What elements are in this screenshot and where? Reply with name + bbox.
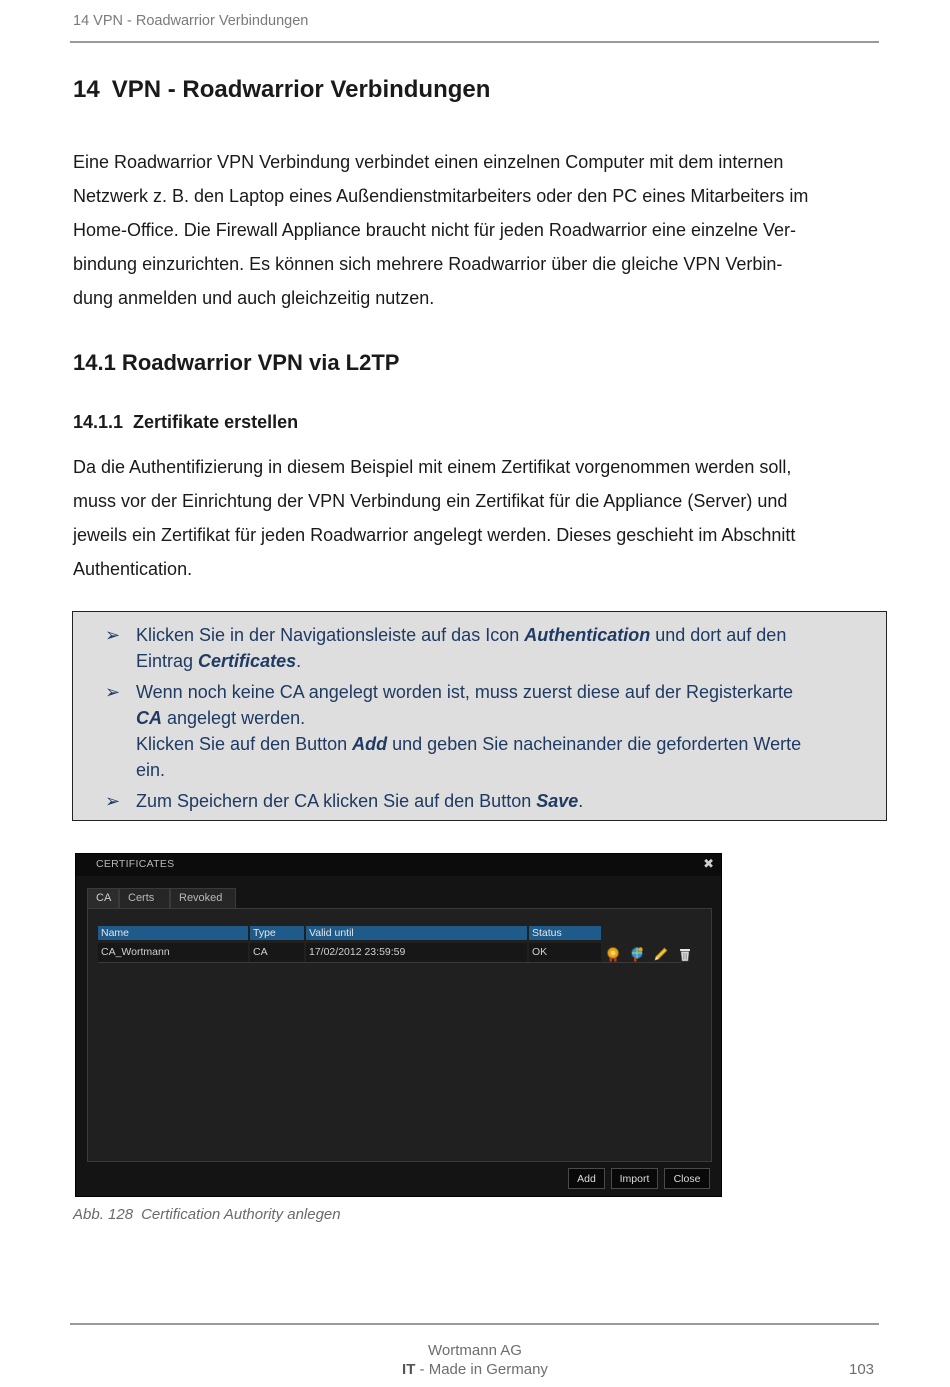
body-line: muss vor der Einrichtung der VPN Verbindung ein Zertifikat für die Appliance (Server) und bbox=[73, 491, 788, 511]
trash-icon[interactable] bbox=[677, 946, 693, 962]
cell-valid-until[interactable]: 17/02/2012 23:59:59 bbox=[306, 943, 527, 963]
instruction-emphasis: Add bbox=[352, 734, 388, 754]
tab-ca[interactable]: CA bbox=[87, 888, 119, 908]
instruction-text: Klicken Sie in der Navigationsleiste auf das Icon bbox=[136, 625, 525, 645]
import-button[interactable]: Import bbox=[611, 1168, 658, 1189]
cell-status[interactable]: OK bbox=[529, 943, 601, 963]
footer-tag-bold: IT bbox=[402, 1361, 416, 1378]
instruction-text: . bbox=[296, 651, 302, 671]
instruction-text: Zum Speichern der CA klicken Sie auf den Button bbox=[136, 791, 537, 811]
intro-line: Home-Office. Die Firewall Appliance braucht nicht für jeden Roadwarrior eine einzelne Ver- bbox=[73, 220, 797, 240]
add-button[interactable]: Add bbox=[568, 1168, 605, 1189]
tab-revoked[interactable]: Revoked bbox=[170, 888, 236, 908]
instruction-box bbox=[72, 611, 887, 821]
certificate-icon[interactable] bbox=[605, 946, 621, 962]
instruction-emphasis: Authentication bbox=[524, 625, 651, 645]
body-line: Authentication. bbox=[73, 559, 193, 579]
instruction-text: und geben Sie nacheinander die geforderten Werte bbox=[387, 734, 802, 754]
footer-tag-text: - Made in Germany bbox=[415, 1361, 548, 1378]
page-number: 103 bbox=[849, 1361, 875, 1378]
bullet-arrow-icon: ➢ bbox=[105, 625, 121, 645]
section-title: VPN - Roadwarrior Verbindungen bbox=[111, 76, 491, 103]
window-titlebar bbox=[76, 854, 721, 876]
intro-line: Netzwerk z. B. den Laptop eines Außendienstmitarbeiters oder den PC eines Mitarbeiters im bbox=[73, 186, 809, 206]
footer-tagline bbox=[0, 1361, 950, 1378]
subsubsection-heading bbox=[73, 412, 298, 433]
column-header-name[interactable]: Name bbox=[98, 926, 248, 940]
intro-line: bindung einzurichten. Es können sich mehrere Roadwarrior über die gleiche VPN Verbin- bbox=[73, 254, 783, 274]
cell-type[interactable]: CA bbox=[250, 943, 304, 963]
body-line: jeweils ein Zertifikat für jeden Roadwarrior angelegt werden. Dieses geschieht im Abschnitt bbox=[73, 525, 796, 545]
instruction-text: und dort auf den bbox=[650, 625, 787, 645]
header-rule bbox=[70, 41, 879, 43]
close-button[interactable]: Close bbox=[664, 1168, 710, 1189]
instruction-emphasis: Certificates bbox=[198, 651, 297, 671]
instruction-text: ein. bbox=[136, 760, 166, 780]
footer-company: Wortmann AG bbox=[428, 1342, 522, 1359]
edit-pencil-icon[interactable] bbox=[653, 946, 669, 962]
intro-paragraph bbox=[73, 145, 883, 315]
figure-number: Abb. 128 bbox=[73, 1206, 134, 1223]
subsubsection-number: 14.1.1 bbox=[73, 412, 124, 432]
instruction-item bbox=[105, 788, 865, 814]
subsection-heading: 14.1 Roadwarrior VPN via L2TP bbox=[73, 350, 400, 375]
instruction-item bbox=[105, 679, 865, 783]
close-icon[interactable]: ✖ bbox=[703, 856, 714, 871]
bullet-arrow-icon: ➢ bbox=[105, 791, 121, 811]
running-header: 14 VPN - Roadwarrior Verbindungen bbox=[73, 13, 309, 29]
figure-caption-text: Certification Authority anlegen bbox=[141, 1206, 341, 1223]
body-paragraph bbox=[73, 450, 883, 586]
cell-name[interactable]: CA_Wortmann bbox=[98, 943, 248, 963]
instruction-text: Klicken Sie auf den Button bbox=[136, 734, 353, 754]
tab-certs[interactable]: Certs bbox=[119, 888, 170, 908]
section-heading bbox=[73, 76, 490, 104]
figure-caption bbox=[73, 1206, 341, 1223]
instruction-text: Wenn noch keine CA angelegt worden ist, muss zuerst diese auf der Registerkarte bbox=[136, 682, 794, 702]
instruction-text: . bbox=[578, 791, 584, 811]
intro-line: dung anmelden und auch gleichzeitig nutzen. bbox=[73, 288, 435, 308]
instruction-item bbox=[105, 622, 865, 674]
instruction-emphasis: CA bbox=[136, 708, 162, 728]
instruction-emphasis: Save bbox=[536, 791, 579, 811]
section-number: 14 bbox=[73, 76, 100, 103]
footer-rule bbox=[70, 1323, 879, 1325]
intro-line: Eine Roadwarrior VPN Verbindung verbindet einen einzelnen Computer mit dem internen bbox=[73, 152, 784, 172]
body-line: Da die Authentifizierung in diesem Beispiel mit einem Zertifikat vorgenommen werden soll, bbox=[73, 457, 792, 477]
globe-certificate-icon[interactable] bbox=[629, 946, 645, 962]
instruction-text: Eintrag bbox=[136, 651, 199, 671]
column-header-valid-until[interactable]: Valid until bbox=[306, 926, 527, 940]
bullet-arrow-icon: ➢ bbox=[105, 682, 121, 702]
row-divider bbox=[98, 962, 681, 963]
instruction-text: angelegt werden. bbox=[162, 708, 306, 728]
column-header-type[interactable]: Type bbox=[250, 926, 304, 940]
window-title: CERTIFICATES bbox=[96, 858, 175, 870]
subsubsection-title: Zertifikate erstellen bbox=[133, 412, 299, 432]
column-header-status[interactable]: Status bbox=[529, 926, 601, 940]
certificates-window bbox=[75, 853, 722, 1197]
